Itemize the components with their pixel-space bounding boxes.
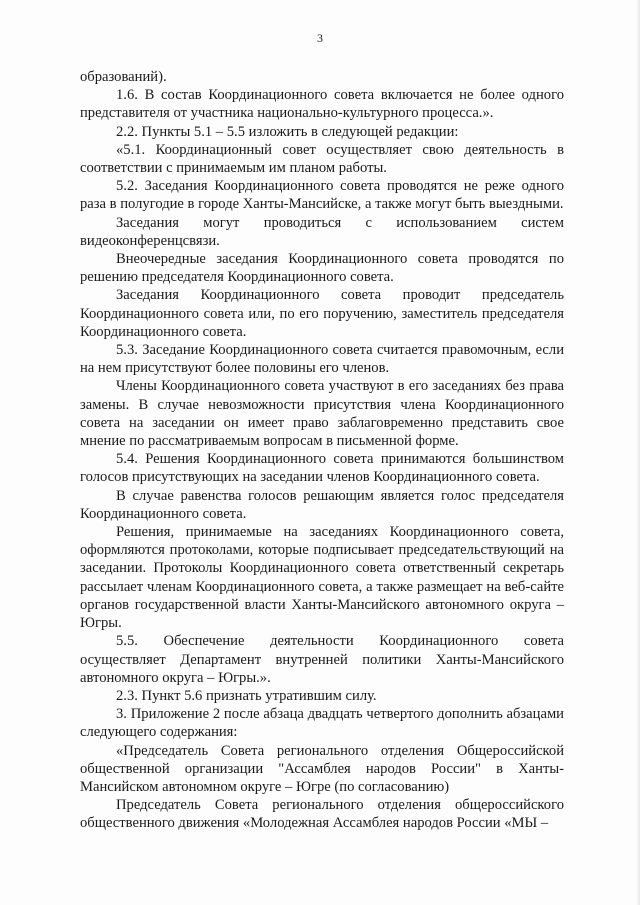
paragraph: образований). (80, 69, 167, 85)
document-body (80, 68, 564, 833)
paragraph: 5.4. Решения Координационного совета принимаются большинством голосов присутствующих на заседании членов Координационного совета. (80, 451, 564, 486)
paragraph: «Председатель Совета регионального отделения Общероссийской общественной организации "Ассамблея народов России" в Ханты-Мансийском автономном округе – Югре (по согласованию) (80, 742, 564, 795)
paragraph: 3. Приложение 2 после абзаца двадцать четвертого дополнить абзацами следующего содержания: (80, 706, 564, 741)
page-number: 3 (317, 31, 323, 45)
paragraph: Заседания Координационного совета проводит председатель Координационного совета или, по его поручению, заместитель председателя Координационного совета. (80, 287, 564, 340)
paragraph: В случае равенства голосов решающим является голос председателя Координационного совета. (80, 487, 564, 522)
paragraph: Внеочередные заседания Координационного совета проводятся по решению председателя Координационного совета. (80, 251, 564, 286)
paragraph: 1.6. В состав Координационного совета включается не более одного представителя от участника национально-культурного процесса.». (80, 87, 564, 122)
paragraph: 5.2. Заседания Координационного совета проводятся не реже одного раза в полугодие в городе Ханты-Мансийске, а также могут быть выездными. (80, 178, 564, 213)
scan-edge (636, 0, 640, 905)
paragraph: 5.5. Обеспечение деятельности Координационного совета осуществляет Департамент внутренней политики Ханты-Мансийского автономного округа – Югры.». (80, 633, 564, 686)
paragraph: Заседания могут проводиться с использованием систем видеоконференцсвязи. (80, 214, 564, 249)
paragraph: Члены Координационного совета участвуют в его заседаниях без права замены. В случае невозможности присутствия члена Координационного совета на заседании он имеет право заблаговременно представить свое мнение по рассматриваемым вопросам в письменной форме. (80, 378, 564, 450)
paragraph: 2.2. Пункты 5.1 – 5.5 изложить в следующей редакции: (116, 123, 459, 140)
paragraph: Решения, принимаемые на заседаниях Координационного совета, оформляются протоколами, которые подписывает председательствующий на заседании. Протоколы Координационного совета ответственный секретарь рассылает членам Координационного совета, а также размещает на веб-сайте органов государственной власти Ханты-Мансийского автономного округа – Югры. (80, 524, 564, 632)
paragraph: 5.3. Заседание Координационного совета считается правомочным, если на нем присутствуют более половины его членов. (80, 342, 564, 377)
paragraph: «5.1. Координационный совет осуществляет свою деятельность в соответствии с принимаемым им планом работы. (80, 141, 564, 177)
paragraph: Председатель Совета регионального отделения общероссийского общественного движения «Молодежная Ассамблея народов России «МЫ – (80, 797, 564, 832)
paragraph: 2.3. Пункт 5.6 признать утратившим силу. (116, 687, 377, 704)
